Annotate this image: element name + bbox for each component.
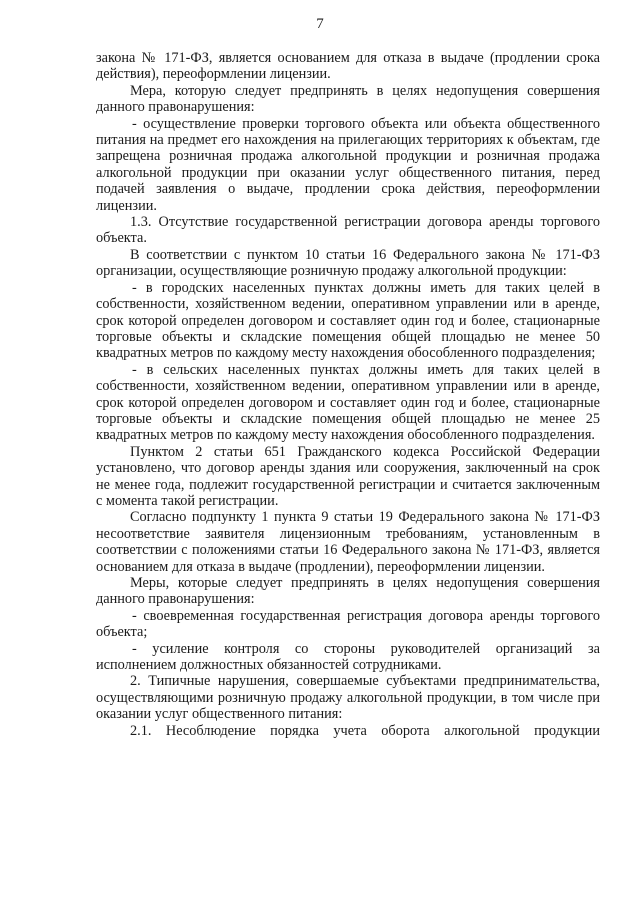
paragraph: Пунктом 2 статьи 651 Гражданского кодекса Российской Федерации установлено, что договор аренды здания или сооружения, заключенный на срок не менее года, подлежит государственной регистрации и считается заключенным с момента такой регистрации. xyxy=(96,443,600,509)
section-heading: 1.3. Отсутствие государственной регистрации договора аренды торгового объекта. xyxy=(96,214,600,247)
paragraph: В соответствии с пунктом 10 статьи 16 Федерального закона № 171-ФЗ организации, осуществляющие розничную продажу алкогольной продукции: xyxy=(96,246,600,280)
page-number: 7 xyxy=(316,16,324,32)
paragraph: закона № 171-ФЗ, является основанием для отказа в выдаче (продлении срока действия), переоформлении лицензии. xyxy=(96,50,600,83)
document-body xyxy=(96,50,600,739)
list-item: - осуществление проверки торгового объекта или объекта общественного питания на предмет его нахождения на прилегающих территориях к объектам, где запрещена розничная продажа алкогольной продукции и розничная продажа алкогольной продукции при оказании услуг общественного питания, перед подачей заявления о выдаче, продлении срока действия, переоформлении лицензии. xyxy=(96,115,600,214)
list-item: - своевременная государственная регистрация договора аренды торгового объекта; xyxy=(96,607,600,641)
section-heading: 2.1. Несоблюдение порядка учета оборота алкогольной продукции xyxy=(130,722,600,739)
paragraph: Согласно подпункту 1 пункта 9 статьи 19 Федерального закона № 171-ФЗ несоответствие заявителя лицензионным требованиям, установленным в соответствии с положениями статьи 16 Федерального закона № 171-ФЗ, является основанием для отказа в выдаче (продлении), переоформлении лицензии. xyxy=(96,509,600,575)
list-item: - в городских населенных пунктах должны иметь для таких целей в собственности, хозяйственном ведении, оперативном управлении или в аренде, срок которой определен договором и составляет один год и более, стационарные торговые объекты и складские помещения общей площадью не менее 50 квадратных метров по каждому месту нахождения обособленного подразделения; xyxy=(96,279,600,362)
list-item: - усиление контроля со стороны руководителей организаций за исполнением должностных обязанностей сотрудниками. xyxy=(96,640,600,674)
paragraph: Мера, которую следует предпринять в целях недопущения совершения данного правонарушения: xyxy=(96,82,600,116)
paragraph: Меры, которые следует предпринять в целях недопущения совершения данного правонарушения: xyxy=(96,575,600,608)
section-heading: 2. Типичные нарушения, совершаемые субъектами предпринимательства, осуществляющими розничную продажу алкогольной продукции, в том числе при оказании услуг общественного питания: xyxy=(96,673,600,723)
list-item: - в сельских населенных пунктах должны иметь для таких целей в собственности, хозяйственном ведении, оперативном управлении или в аренде, срок которой определен договором и составляет один год и более, стационарные торговые объекты и складские помещения общей площадью не менее 25 квадратных метров по каждому месту нахождения обособленного подразделения. xyxy=(96,361,600,444)
